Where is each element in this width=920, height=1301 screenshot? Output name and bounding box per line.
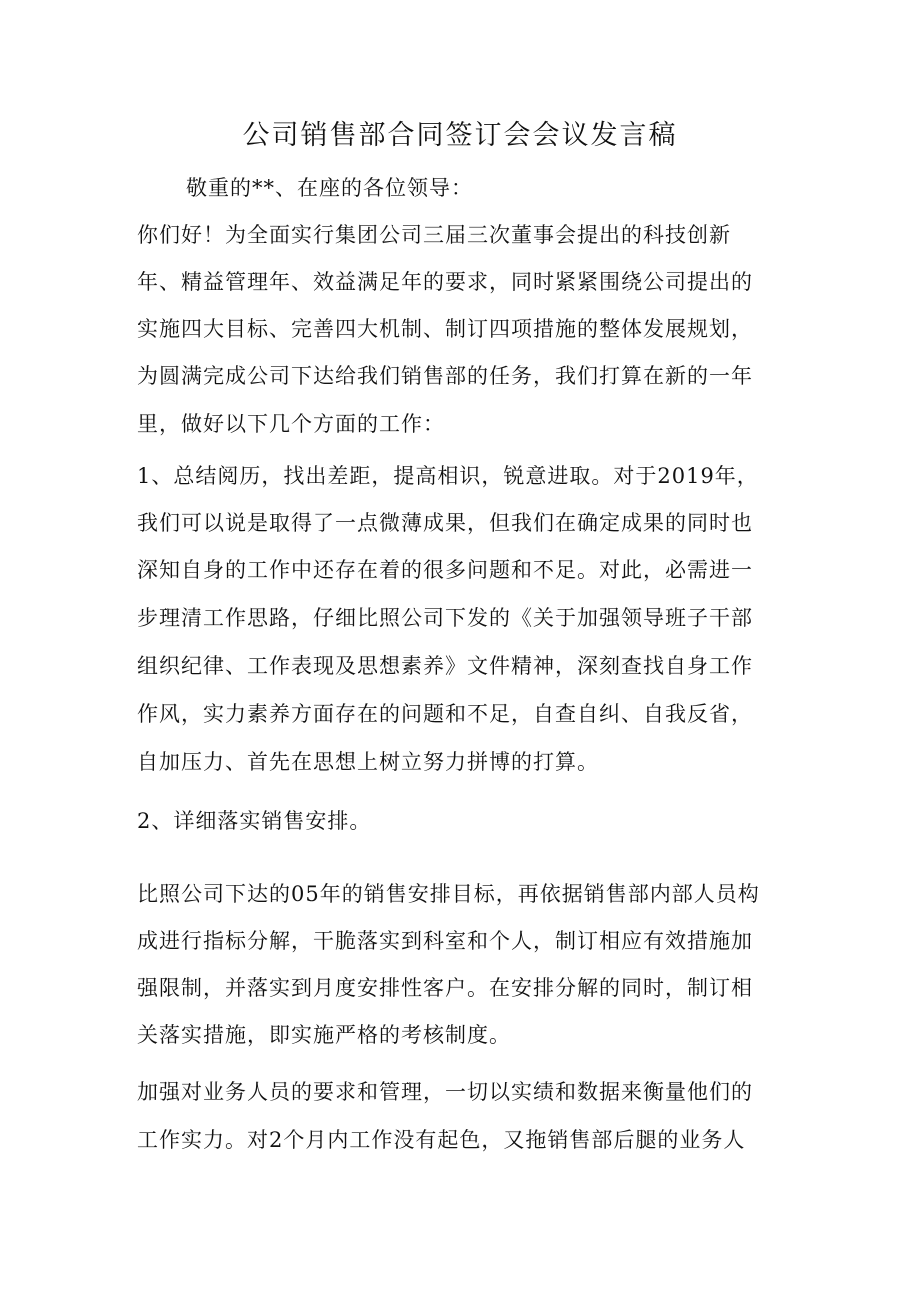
paragraph-line: 作风，实力素养方面存在的问题和不足，自查自纠、自我反省， <box>137 702 753 726</box>
paragraph-line: 年、精益管理年、效益满足年的要求，同时紧紧围绕公司提出的 <box>137 270 753 294</box>
paragraph-line: 比照公司下达的05年的销售安排目标，再依据销售部内部人员构 <box>137 882 760 906</box>
paragraph-line: 里，做好以下几个方面的工作： <box>137 412 445 436</box>
paragraph-line: 强限制，并落实到月度安排性客户。在安排分解的同时，制订相 <box>137 976 753 1000</box>
paragraph-line: 工作实力。对2个月内工作没有起色，又拖销售部后腿的业务人 <box>137 1128 746 1152</box>
document-title: 公司销售部合同签订会会议发言稿 <box>242 120 678 151</box>
paragraph-line: 1、总结阅历，找出差距，提高相识，锐意进取。对于2019年， <box>137 464 759 488</box>
salutation: 敬重的**、在座的各位领导： <box>186 176 473 200</box>
paragraph-line: 实施四大目标、完善四大机制、制订四项措施的整体发展规划， <box>137 317 753 341</box>
paragraph-line: 自加压力、首先在思想上树立努力拼博的打算。 <box>137 750 599 774</box>
paragraph-line: 步理清工作思路，仔细比照公司下发的《关于加强领导班子干部 <box>137 606 753 630</box>
paragraph-line: 关落实措施，即实施严格的考核制度。 <box>137 1023 511 1047</box>
paragraph-line: 我们可以说是取得了一点微薄成果，但我们在确定成果的同时也 <box>137 511 753 535</box>
paragraph-line: 加强对业务人员的要求和管理，一切以实绩和数据来衡量他们的 <box>137 1080 753 1104</box>
paragraph-line: 组织纪律、工作表现及思想素养》文件精神，深刻查找自身工作 <box>137 654 753 678</box>
paragraph-line: 你们好！为全面实行集团公司三届三次董事会提出的科技创新 <box>137 223 731 247</box>
paragraph-line: 成进行指标分解，干脆落实到科室和个人，制订相应有效措施加 <box>137 929 753 953</box>
section-heading: 2、详细落实销售安排。 <box>137 809 372 833</box>
paragraph-line: 深知自身的工作中还存在着的很多问题和不足。对此，必需进一 <box>137 558 753 582</box>
paragraph-line: 为圆满完成公司下达给我们销售部的任务，我们打算在新的一年 <box>137 364 753 388</box>
